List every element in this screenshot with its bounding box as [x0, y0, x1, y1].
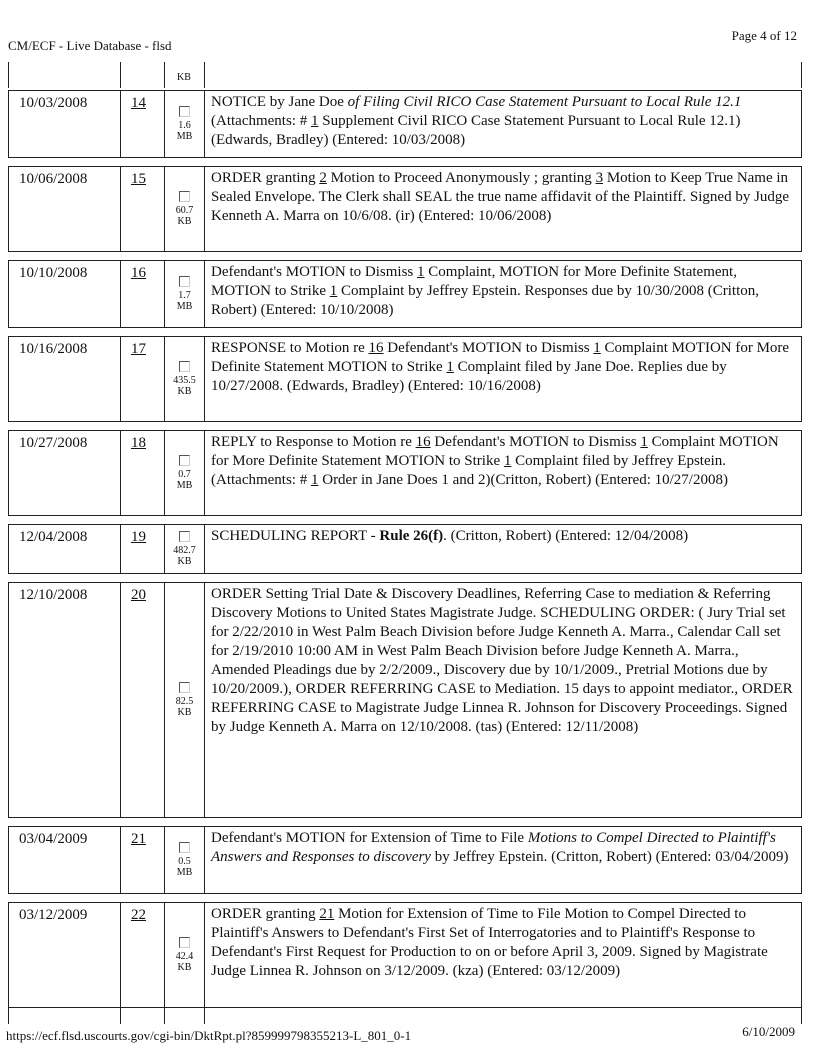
document-link[interactable]	[165, 903, 205, 1007]
entry-number-link[interactable]: 18	[121, 431, 165, 515]
entry-number-link[interactable]: 19	[121, 525, 165, 573]
divider	[8, 62, 9, 88]
file-size-value: 1.7	[178, 290, 191, 301]
entry-date: 10/10/2008	[9, 261, 121, 327]
page-url: https://ecf.flsd.uscourts.gov/cgi-bin/DktRpt.pl?859999798355213-L_801_0-1	[6, 1028, 412, 1043]
divider	[8, 1008, 9, 1024]
document-link[interactable]	[165, 525, 205, 573]
file-size-unit: KB	[177, 386, 192, 397]
checkbox-icon[interactable]	[179, 842, 190, 853]
checkbox-icon[interactable]	[179, 106, 190, 117]
file-size-value: 0.7	[178, 469, 191, 480]
entry-number-link[interactable]: 16	[121, 261, 165, 327]
checkbox-icon[interactable]	[179, 531, 190, 542]
checkbox-icon[interactable]	[179, 455, 190, 466]
docket-link[interactable]: 1	[417, 264, 425, 280]
document-link[interactable]	[165, 431, 205, 515]
document-link[interactable]	[165, 261, 205, 327]
file-size-value: 482.7	[173, 545, 196, 556]
file-size-unit: MB	[176, 301, 193, 312]
entry-date: 03/04/2009	[9, 827, 121, 893]
entry-number-link[interactable]: 17	[121, 337, 165, 421]
entry-description: REPLY to Response to Motion re 16 Defendant's MOTION to Dismiss 1 Complaint MOTION for More Definite Statement MOTION to Strike 1 Complaint filed by Jeffrey Epstein. (Attachments: # 1 Order in Jane Does 1 and 2)(Critton, Robert) (Entered: 10/27/2008)	[211, 434, 779, 488]
file-size-value: 42.4	[175, 951, 194, 962]
entry-description: NOTICE by Jane Doe of Filing Civil RICO Case Statement Pursuant to Local Rule 12.1 (Attachments: # 1 Supplement Civil RICO Case Statement Pursuant to Local Rule 12.1)(Edwards, Bradley) (Entered: 10/03/2008)	[211, 94, 742, 148]
checkbox-icon[interactable]	[179, 682, 190, 693]
file-size-unit: KB	[177, 216, 192, 227]
divider	[204, 1008, 205, 1024]
entry-description: Defendant's MOTION to Dismiss 1 Complaint, MOTION for More Definite Statement, MOTION to Strike 1 Complaint by Jeffrey Epstein. Responses due by 10/30/2008 (Critton, Robert) (Entered: 10/10/2008)	[211, 264, 760, 318]
entry-description: ORDER granting 21 Motion for Extension of Time to File Motion to Compel Directed to Plaintiff's Answers to Defendant's First Set of Interrogatories and to Plaintiff's Response to Defendant's First Request for Production to on or before April 3, 2009. Signed by Magistrate Judge Linnea R. Johnson on 3/12/2009. (kza) (Entered: 03/12/2009)	[211, 906, 768, 979]
file-size-unit: KB	[177, 707, 192, 718]
docket-row	[8, 582, 802, 818]
entry-number-link[interactable]: 14	[121, 91, 165, 157]
file-size-value: 1.6	[178, 120, 191, 131]
entry-date: 12/10/2008	[9, 583, 121, 817]
checkbox-icon[interactable]	[179, 361, 190, 372]
docket-link[interactable]: 1	[329, 283, 338, 299]
divider	[801, 62, 802, 88]
entry-number-link[interactable]: 22	[121, 903, 165, 1007]
docket-link[interactable]: 1	[503, 453, 512, 469]
divider	[120, 62, 121, 88]
document-link[interactable]	[165, 91, 205, 157]
docket-link[interactable]: 21	[319, 906, 335, 922]
entry-description: Defendant's MOTION for Extension of Time to File Motions to Compel Directed to Plaintiff's Answers and Responses to discovery by Jeffrey Epstein. (Critton, Robert) (Entered: 03/04/2009)	[211, 830, 789, 865]
checkbox-icon[interactable]	[179, 191, 190, 202]
docket-link[interactable]: 1	[640, 434, 648, 450]
file-size-unit: MB	[176, 867, 193, 878]
docket-row	[8, 336, 802, 422]
page-number: Page 4 of 12	[731, 28, 797, 43]
entry-description: ORDER granting 2 Motion to Proceed Anonymously ; granting 3 Motion to Keep True Name in Sealed Envelope. The Clerk shall SEAL the true name affidavit of the Plaintiff. Signed by Judge Kenneth A. Marra on 10/6/08. (ir) (Entered: 10/06/2008)	[211, 170, 790, 224]
file-size-value: 82.5	[175, 696, 194, 707]
docket-row	[8, 902, 802, 1008]
docket-row	[8, 524, 802, 574]
entry-date: 10/16/2008	[9, 337, 121, 421]
document-link[interactable]	[165, 827, 205, 893]
file-size-unit: MB	[176, 131, 193, 142]
docket-link[interactable]: 1	[446, 359, 454, 375]
previous-attachment-size: KB	[177, 72, 191, 83]
entry-date: 10/06/2008	[9, 167, 121, 251]
attachment-link[interactable]: 1	[310, 472, 319, 488]
file-size-value: 60.7	[175, 205, 194, 216]
document-link[interactable]	[165, 583, 205, 817]
print-date: 6/10/2009	[742, 1024, 795, 1039]
docket-link[interactable]: 2	[319, 170, 327, 186]
entry-date: 10/27/2008	[9, 431, 121, 515]
entry-date: 12/04/2008	[9, 525, 121, 573]
file-size-unit: KB	[177, 556, 192, 567]
docket-link[interactable]: 1	[593, 340, 601, 356]
entry-description: ORDER Setting Trial Date & Discovery Deadlines, Referring Case to mediation & Referring Discovery Motions to United States Magistrate Judge. SCHEDULING ORDER: ( Jury Trial set for 2/22/2010 in West Palm Beach Division before Judge Kenneth A. Marra., Calendar Call set for 2/19/2010 10:00 AM in West Palm Beach Division before Judge Kenneth A. Marra., Amended Pleadings due by 2/2/2009., Discovery due by 10/1/2009., Pretrial Motions due by 10/20/2009.), ORDER REFERRING CASE to Mediation. 15 days to appoint mediator., ORDER REFERRING CASE to Magistrate Judge Linnea R. Johnson for Discovery Proceedings. Signed by Judge Kenneth A. Marra on 12/10/2008. (tas) (Entered: 12/11/2008)	[211, 586, 793, 735]
entry-date: 03/12/2009	[9, 903, 121, 1007]
divider	[120, 1008, 121, 1024]
docket-row	[8, 826, 802, 894]
docket-row	[8, 260, 802, 328]
divider	[801, 1008, 802, 1024]
docket-row	[8, 430, 802, 516]
file-size-unit: KB	[177, 962, 192, 973]
entry-number-link[interactable]: 21	[121, 827, 165, 893]
divider	[164, 1008, 165, 1024]
file-size-value: 0.5	[178, 856, 191, 867]
docket-row	[8, 166, 802, 252]
window-title: CM/ECF - Live Database - flsd	[8, 38, 172, 53]
entry-number-link[interactable]: 15	[121, 167, 165, 251]
checkbox-icon[interactable]	[179, 937, 190, 948]
entry-description: RESPONSE to Motion re 16 Defendant's MOTION to Dismiss 1 Complaint MOTION for More Definite Statement MOTION to Strike 1 Complaint filed by Jane Doe. Replies due by 10/27/2008. (Edwards, Bradley) (Entered: 10/16/2008)	[211, 340, 790, 394]
docket-link[interactable]: 16	[415, 434, 431, 450]
attachment-link[interactable]: 1	[310, 113, 319, 129]
document-link[interactable]	[165, 337, 205, 421]
entry-date: 10/03/2008	[9, 91, 121, 157]
entry-description: SCHEDULING REPORT - Rule 26(f). (Critton, Robert) (Entered: 12/04/2008)	[211, 528, 689, 544]
docket-row	[8, 90, 802, 158]
file-size-value: 435.5	[173, 375, 196, 386]
file-size-unit: MB	[176, 480, 193, 491]
checkbox-icon[interactable]	[179, 276, 190, 287]
docket-link[interactable]: 16	[368, 340, 384, 356]
docket-link[interactable]: 3	[595, 170, 604, 186]
entry-number-link[interactable]: 20	[121, 583, 165, 817]
document-link[interactable]	[165, 167, 205, 251]
divider	[204, 62, 205, 88]
